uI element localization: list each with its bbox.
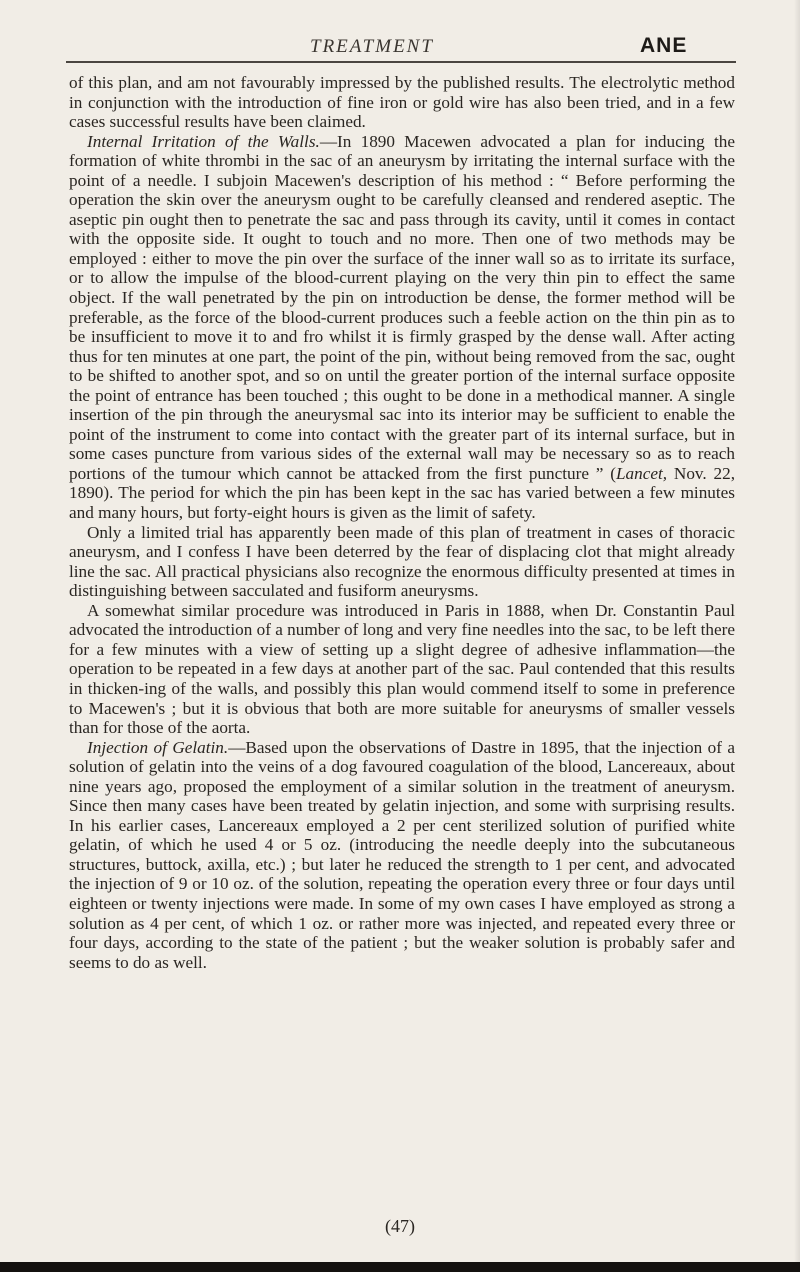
running-head bbox=[0, 34, 800, 64]
body-text bbox=[69, 73, 735, 972]
page-number: (47) bbox=[385, 1216, 415, 1236]
paragraph-injection-gelatin bbox=[69, 738, 735, 973]
paragraph-text: A somewhat similar procedure was introduced in Paris in 1888, when Dr. Constantin Paul advocated the introduction of a number of long and very fine needles into the sac, to be left there for a few minutes with a view of setting up a slight degree of adhesive inflammation—the operation to be repeated in a few days at another part of the sac. Paul contended that this results in thicken-ing of the walls, and possibly this plan would commend itself to some in preference to Macewen's ; but it is obvious that both are more suitable for aneurysms of smaller vessels than for those of the aorta. bbox=[69, 600, 735, 738]
section-heading: Internal Irritation of the Walls. bbox=[87, 131, 320, 151]
paragraph-text-after: Nov. 22, 1890). The period for which the pin has been kept in the sac has varied between a few minutes and many hours, but forty-eight hours is given as the limit of safety. bbox=[69, 463, 736, 523]
page-edge-shadow bbox=[794, 0, 800, 1262]
citation-journal: Lancet, bbox=[616, 463, 668, 483]
paragraph-text: Only a limited trial has apparently been made of this plan of treatment in cases of thoracic aneurysm, and I confess I have been deterred by the fear of displacing clot that might already line the sac. All practical physicians also recognize the enormous difficulty presented at times in distinguishing between sacculated and fusiform aneurysms. bbox=[69, 522, 735, 601]
paragraph-text: —In 1890 Macewen advocated a plan for inducing the formation of white thrombi in the sac of an aneurysm by irritating the internal surface with the point of a needle. I subjoin Macewen's description of his method : “ Before performing the operation the skin over the aneurysm ought to be carefully cleansed and rendered aseptic. The aseptic pin ought then to penetrate the sac and pass through its cavity, until it comes in contact with the opposite side. It ought to touch and no more. Then one of two methods may be employed : either to move the pin over the surface of the inner wall so as to irritate its surface, or to allow the impulse of the blood-current playing on the very thin pin to effect the same object. If the wall penetrated by the pin on introduction be dense, the former method will be preferable, as the force of the blood-current produces such a feeble action on the thin pin as to be insufficient to move it to and fro whilst it is firmly grasped by the dense wall. After acting thus for ten minutes at one part, the point of the pin, without being removed from the sac, ought to be shifted to another spot, and so on until the greater portion of the internal surface opposite the point of entrance has been touched ; this ought to be done in a methodical manner. A single insertion of the pin through the aneurysmal sac into its interior may be sufficient to enable the point of the instrument to come into contact with the greater part of its internal surface, but in some cases puncture from various sides of the external wall may be necessary so as to reach portions of the tumour which cannot be attacked from the first puncture ” ( bbox=[69, 131, 735, 483]
paragraph-continuation bbox=[69, 73, 735, 132]
running-title: TREATMENT bbox=[310, 36, 434, 57]
header-rule bbox=[66, 61, 736, 63]
paragraph-text: of this plan, and am not favourably impressed by the published results. The electrolytic method in conjunction with the introduction of fine iron or gold wire has also been tried, and in a few cases successful results have been claimed. bbox=[69, 73, 735, 132]
paragraph-paris-procedure bbox=[69, 601, 735, 738]
scan-bottom-edge bbox=[0, 1262, 800, 1272]
paragraph-limited-trial bbox=[69, 523, 735, 601]
paragraph-text: —Based upon the observations of Dastre in 1895, that the injection of a solution of gelatin into the veins of a dog favoured coagulation of the blood, Lancereaux, about nine years ago, proposed the employment of a similar solution in the treatment of aneurysm. Since then many cases have been treated by gelatin injection, and some with surprising results. In his earlier cases, Lancereaux employed a 2 per cent sterilized solution of purified white gelatin, of which he used 4 or 5 oz. (introducing the needle deeply into the subcutaneous structures, buttock, axilla, etc.) ; but later he reduced the strength to 1 per cent, and advocated the injection of 9 or 10 oz. of the solution, repeating the operation every three or four days until eighteen or twenty injections were made. In some of my own cases I have employed as strong a solution as 4 per cent, of which 1 oz. or rather more was injected, and repeated every three or four days, according to the state of the patient ; but the weaker solution is probably safer and seems to do as well. bbox=[69, 737, 736, 972]
section-heading: Injection of Gelatin. bbox=[87, 737, 229, 757]
running-mark: ANE bbox=[640, 34, 688, 57]
paragraph-internal-irritation bbox=[69, 132, 735, 523]
